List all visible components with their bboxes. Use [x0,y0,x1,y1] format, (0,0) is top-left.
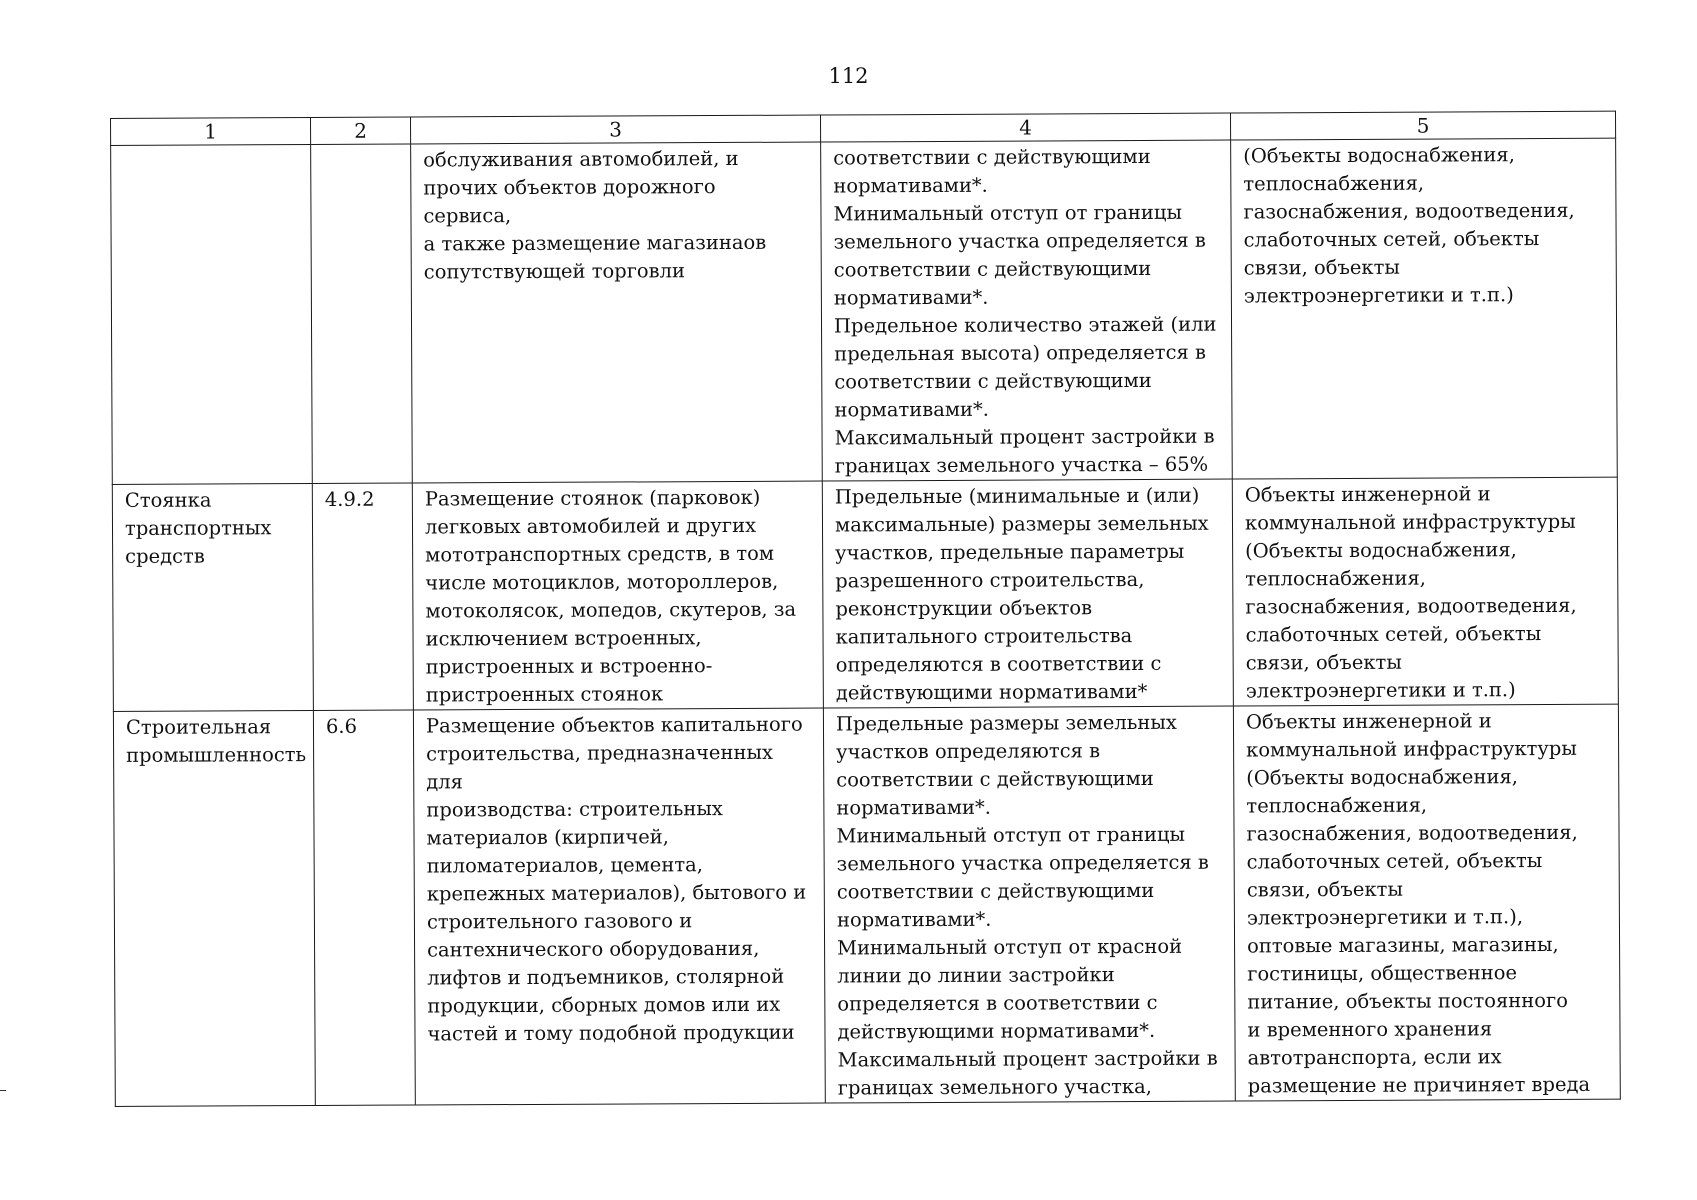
auxiliary-uses-cell: Объекты инженерной и коммунальной инфраструктуры (Объекты водоснабжения, теплоснабжения, газоснабжения, водоотведения, слаботочных сетей, объекты связи, объекты электроэнергетики и т.п.), оптовые магазины, магазины, гостиницы, общественное питание, объекты постоянного и временного хранения автотранспорта, если их размещение не причиняет вреда [1233,704,1620,1101]
use-name-cell: Стоянка транспортных средств [112,484,313,712]
auxiliary-uses-cell: (Объекты водоснабжения, теплоснабжения, газоснабжения, водоотведения, слаботочных сетей, объекты связи, объекты электроэнергетики и т.п.) [1231,138,1618,479]
table-row [112,477,1618,711]
use-name-cell [111,145,313,485]
use-name-cell: Строительная промышленность [113,711,315,1107]
table-row [111,138,1618,484]
column-header-3: 3 [410,115,820,144]
land-use-table-container [110,111,1620,1107]
parameters-cell: Предельные размеры земельных участков определяются в соответствии с действующими нормативами*. Минимальный отступ от границы земельного участка определяется в соответствии с действующими нормативами*. Минимальный отступ от красной линии до линии застройки определяется в соответствии с действующими нормативами*. Максимальный процент застройки в границах земельного участка, [823,706,1235,1103]
use-description-cell: Размещение стоянок (парковок) легковых автомобилей и других мототранспортных средств, в том числе мотоциклов, мотороллеров, мотоколясок, мопедов, скутеров, за исключением встроенных, пристроенных и встроенно- пристроенных стоянок [412,481,823,710]
land-use-table [110,111,1621,1107]
use-description-cell: обслуживания автомобилей, и прочих объектов дорожного сервиса, а также размещение магазинаов сопутствующей торговли [411,142,823,483]
parameters-cell: соответствии с действующими нормативами*. Минимальный отступ от границы земельного участка определяется в соответствии с действующими нормативами*. Предельное количество этажей (или предельная высота) определяется в соответствии с действующими нормативами*. Максимальный процент застройки в границах земельного участка – 65% [821,140,1233,481]
column-header-4: 4 [820,113,1230,142]
table-row [113,704,1620,1106]
use-code-cell: 4.9.2 [312,483,413,710]
auxiliary-uses-cell: Объекты инженерной и коммунальной инфраструктуры (Объекты водоснабжения, теплоснабжения, газоснабжения, водоотведения, слаботочных сетей, объекты связи, объекты электроэнергетики и т.п.) [1232,477,1618,706]
column-header-2: 2 [311,117,411,144]
use-code-cell [311,144,413,483]
use-code-cell: 6.6 [313,710,415,1105]
column-header-5: 5 [1230,111,1615,140]
margin-mark [0,1090,6,1091]
use-description-cell: Размещение объектов капитального строительства, предназначенных для производства: строительных материалов (кирпичей, пиломатериалов, цемента, крепежных материалов), бытового и строительного газового и сантехнического оборудования, лифтов и подъемников, столярной продукции, сборных домов или их частей и тому подобной продукции [413,708,825,1105]
column-header-1: 1 [111,118,311,146]
page-number: 112 [828,64,869,88]
parameters-cell: Предельные (минимальные и (или) максимальные) размеры земельных участков, предельные параметры разрешенного строительства, реконструкции объектов капитального строительства определяются в соответствии с действующими нормативами* [822,479,1233,708]
